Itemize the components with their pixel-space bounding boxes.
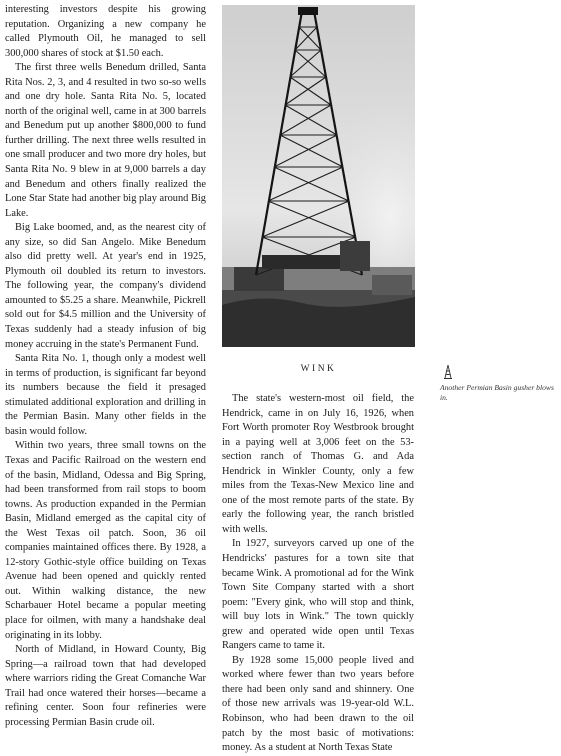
photo-caption: Another Permian Basin gusher blows in. — [440, 383, 554, 402]
oil-derrick-photo-illustration — [222, 5, 415, 347]
paragraph: interesting investors despite his growing reputation. Organizing a new company he called Plymouth Oil, he managed to sell 300,000 shares of stock at $1.50 each. — [5, 4, 206, 59]
left-text-column — [5, 3, 206, 730]
paragraph: Santa Rita No. 1, though only a modest well in terms of production, is significant far beyond its numbers because the field it presaged stimulated additional exploration and drilling in the Permian Basin. Many other fields in the basin would follow. — [5, 353, 206, 437]
paragraph: Within two years, three small towns on the Texas and Pacific Railroad on the western end of the basin, Midland, Odessa and Big Spring, had been transformed from rail stops to boom towns. As production expanded in the Permian Basin, Midland emerged as the capital city of the West Texas oil patch. Soon, 36 oil companies maintained offices there. By 1928, a 12-story Gothic-style office building on Texas Avenue had been opened and quickly rented out. Within walking distance, the new Scharbauer Hotel became a popular meeting place for oilmen, with many a handshake deal originating in its lobby. — [5, 440, 206, 641]
gusher-photo — [222, 5, 415, 347]
paragraph: Big Lake boomed, and, as the nearest city of any size, so did San Angelo. Mike Benedum also did pretty well. At year's end in 1925, Plymouth oil doubled its return to investors. The following year, the company's dividend amounted to $5.25 a share. Meanwhile, Pickrell sold out for $4.5 million and the University of Texas suddenly had a steady infusion of big money accruing in the state's Permanent Fund. — [5, 222, 206, 350]
paragraph: The first three wells Benedum drilled, Santa Rita Nos. 2, 3, and 4 resulted in two so-so wells and one dry hole. Santa Rita No. 5, located north of the original well, came in at 300 barrels and Benedum put up another $800,000 to fund further drilling. The next three wells resulted in one small producer and two more dry holes, but Santa Rita No. 9 blew in at 9,000 barrels a day and Benedum and others finally realized the Lone Star State had another big play around Big Lake. — [5, 62, 206, 219]
derrick-icon — [443, 365, 453, 379]
paragraph: North of Midland, in Howard County, Big Spring—a railroad town that had developed where warriors riding the Great Comanche War Trail had once watered their horses—became a refining center. Soon four refineries were processing Permian Basin crude oil. — [5, 644, 206, 728]
paragraph: By 1928 some 15,000 people lived and worked where fewer than two years before there had been only sand and shinnery. One of those new arrivals was 19-year-old W.L. Robinson, who had been drawn to the oil patch by the most basic of motivations: money. As a student at North Texas State — [222, 654, 414, 754]
right-text-column — [222, 392, 414, 756]
paragraph: The state's western-most oil field, the Hendrick, came in on July 16, 1926, when Fort Worth promoter Roy Westbrook brought in a paying well at 3,006 feet on the 53-section ranch of Thomas G. and Ada Hendrick in Winkler County, only a few miles from the Texas-New Mexico line and one of the most remote parts of the state. By early the following year, the ranch bristled with wells. — [222, 393, 414, 535]
section-heading: WINK — [300, 364, 337, 374]
paragraph: In 1927, surveyors carved up one of the Hendricks' pastures for a town site that became Wink. A promotional ad for the Wink Town Site Company started with a short poem: "Every gink, who will stop and think, will buy lots in Wink." The town quickly grew and operated wide open until Texas Rangers came to tame it. — [222, 538, 414, 652]
